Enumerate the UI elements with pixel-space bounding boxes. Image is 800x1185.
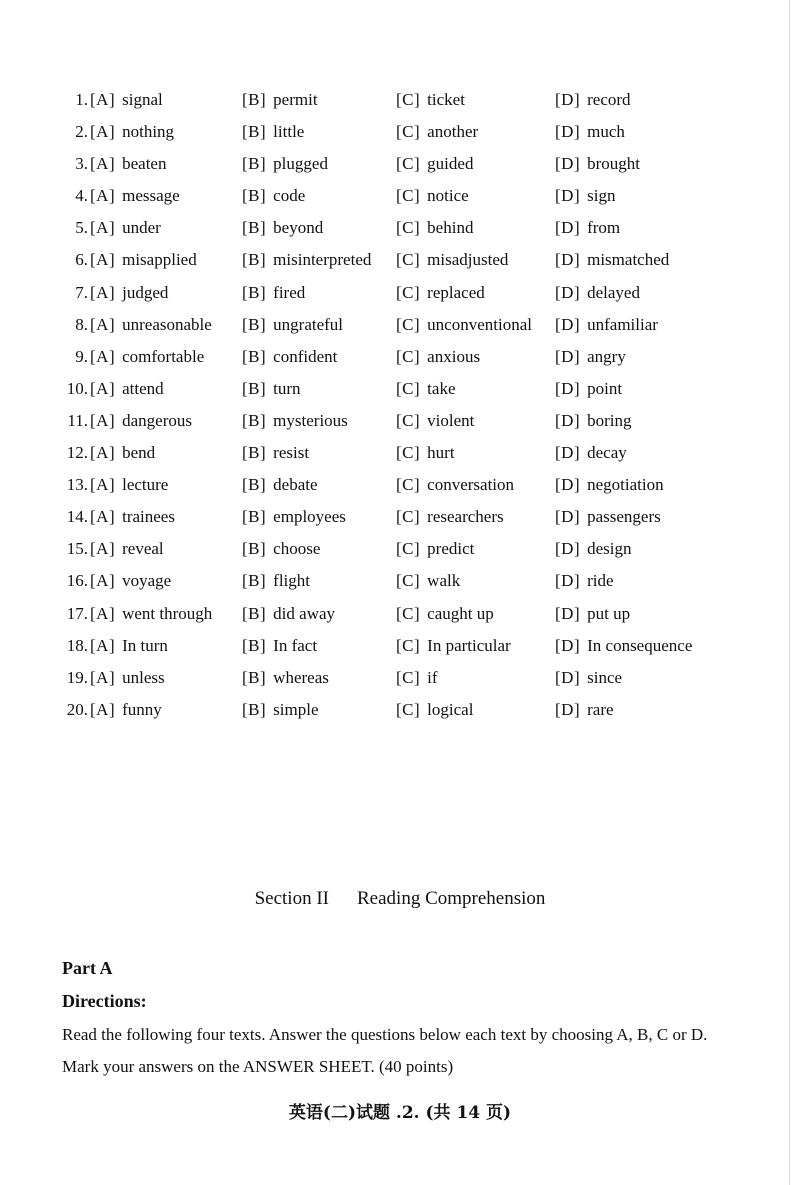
option-c <box>396 373 456 405</box>
option-letter: [C] <box>396 603 421 623</box>
option-letter: [B] <box>242 122 267 142</box>
option-a <box>90 180 180 212</box>
directions-title: Directions: <box>62 991 147 1011</box>
option-text: nothing <box>122 122 175 142</box>
option-c <box>396 116 478 148</box>
option-text: decay <box>587 443 627 463</box>
option-text: misadjusted <box>427 250 509 270</box>
option-text: passengers <box>587 507 661 527</box>
question-row <box>0 341 800 373</box>
option-letter: [A] <box>90 699 116 719</box>
question-row <box>0 309 800 341</box>
option-c <box>396 277 485 309</box>
option-letter: [C] <box>396 186 421 206</box>
option-text: mismatched <box>587 250 670 270</box>
option-b <box>242 662 329 694</box>
option-letter: [A] <box>90 314 116 334</box>
question-number: 10. <box>66 378 88 398</box>
option-c <box>396 405 474 437</box>
question-number: 4. <box>75 186 88 206</box>
option-text: did away <box>273 603 336 623</box>
question-number: 19. <box>66 667 88 687</box>
option-text: ride <box>587 571 614 591</box>
option-text: anxious <box>427 346 481 366</box>
option-text: ungrateful <box>273 314 344 334</box>
question-row <box>0 373 800 405</box>
option-a <box>90 84 163 116</box>
option-letter: [C] <box>396 250 421 270</box>
option-d <box>555 277 640 309</box>
option-text: delayed <box>587 282 640 302</box>
question-row <box>0 565 800 597</box>
option-text: unfamiliar <box>587 314 658 334</box>
option-letter: [B] <box>242 378 267 398</box>
option-text: lecture <box>122 475 169 495</box>
question-number: 5. <box>75 218 88 238</box>
option-text: since <box>587 667 623 687</box>
option-b <box>242 630 317 662</box>
option-letter: [B] <box>242 443 267 463</box>
question-number: 11. <box>67 410 88 430</box>
option-letter: [D] <box>555 250 581 270</box>
option-text: unless <box>122 667 165 687</box>
option-letter: [C] <box>396 635 421 655</box>
option-c <box>396 662 438 694</box>
option-d <box>555 501 661 533</box>
option-a <box>90 148 166 180</box>
option-letter: [D] <box>555 410 581 430</box>
option-text: record <box>587 90 631 109</box>
question-number: 14. <box>66 507 88 527</box>
option-d <box>555 662 622 694</box>
cloze-options-list <box>0 84 800 726</box>
option-b <box>242 244 371 276</box>
option-b <box>242 212 323 244</box>
question-row <box>0 533 800 565</box>
option-text: In turn <box>122 635 168 655</box>
option-letter: [B] <box>242 667 267 687</box>
option-text: went through <box>122 603 213 623</box>
option-c <box>396 469 514 501</box>
option-a <box>90 630 168 662</box>
option-text: conversation <box>427 475 515 495</box>
directions-text: Read the following four texts. Answer the questions below each text by choosing A, B, C or D. Mark your answers on the ANSWER SHEET. (40 points) <box>62 1025 708 1076</box>
option-letter: [B] <box>242 250 267 270</box>
option-b <box>242 309 343 341</box>
option-b <box>242 565 310 597</box>
question-number: 1. <box>75 90 88 109</box>
option-c <box>396 84 465 116</box>
option-text: rare <box>587 699 614 719</box>
option-text: dangerous <box>122 410 192 430</box>
option-text: from <box>587 218 621 238</box>
option-b <box>242 501 346 533</box>
option-letter: [A] <box>90 154 116 174</box>
option-letter: [A] <box>90 507 116 527</box>
option-letter: [B] <box>242 699 267 719</box>
option-b <box>242 598 335 630</box>
option-letter: [D] <box>555 475 581 495</box>
option-b <box>242 469 318 501</box>
option-text: flight <box>273 571 311 591</box>
question-row <box>0 277 800 309</box>
option-a <box>90 341 204 373</box>
option-c <box>396 309 532 341</box>
option-a <box>90 533 164 565</box>
option-letter: [A] <box>90 667 116 687</box>
option-b <box>242 341 337 373</box>
option-letter: [C] <box>396 667 421 687</box>
page-footer: 英语(二)试题 .2. (共 14 页) <box>288 1103 512 1123</box>
option-letter: [B] <box>242 410 267 430</box>
option-letter: [B] <box>242 314 267 334</box>
option-c <box>396 533 474 565</box>
option-text: In particular <box>427 635 511 655</box>
option-text: misapplied <box>122 250 197 270</box>
option-d <box>555 533 632 565</box>
option-text: replaced <box>427 282 485 302</box>
option-text: under <box>122 218 161 238</box>
option-letter: [A] <box>90 218 116 238</box>
option-letter: [A] <box>90 603 116 623</box>
question-number: 13. <box>66 475 88 495</box>
option-text: In consequence <box>587 635 693 655</box>
option-letter: [B] <box>242 282 267 302</box>
option-letter: [D] <box>555 571 581 591</box>
option-letter: [A] <box>90 539 116 559</box>
option-text: message <box>122 186 180 206</box>
question-row <box>0 405 800 437</box>
option-text: logical <box>427 699 474 719</box>
option-letter: [B] <box>242 475 267 495</box>
question-row <box>0 501 800 533</box>
option-letter: [C] <box>396 218 421 238</box>
option-a <box>90 244 197 276</box>
option-letter: [A] <box>90 443 116 463</box>
option-a <box>90 116 174 148</box>
option-c <box>396 694 473 726</box>
option-b <box>242 277 305 309</box>
option-d <box>555 116 625 148</box>
question-number: 16. <box>66 571 88 591</box>
option-letter: [B] <box>242 90 267 109</box>
question-number: 18. <box>66 635 88 655</box>
question-row <box>0 84 800 116</box>
option-c <box>396 148 473 180</box>
option-text: bend <box>122 443 156 463</box>
option-text: take <box>427 378 456 398</box>
option-letter: [C] <box>396 699 421 719</box>
option-c <box>396 565 460 597</box>
option-d <box>555 598 630 630</box>
option-text: hurt <box>427 443 455 463</box>
question-row <box>0 469 800 501</box>
option-letter: [D] <box>555 154 581 174</box>
question-number: 3. <box>75 154 88 174</box>
option-letter: [D] <box>555 667 581 687</box>
option-a <box>90 277 168 309</box>
option-d <box>555 373 622 405</box>
option-letter: [D] <box>555 603 581 623</box>
question-row <box>0 630 800 662</box>
option-c <box>396 437 455 469</box>
option-text: beyond <box>273 218 324 238</box>
option-a <box>90 598 212 630</box>
option-text: resist <box>273 443 310 463</box>
option-c <box>396 598 494 630</box>
option-a <box>90 501 175 533</box>
option-letter: [C] <box>396 443 421 463</box>
option-text: voyage <box>122 571 172 591</box>
option-text: guided <box>427 154 474 174</box>
question-number: 2. <box>75 122 88 142</box>
option-letter: [C] <box>396 90 421 109</box>
option-letter: [D] <box>555 314 581 334</box>
option-letter: [D] <box>555 346 581 366</box>
option-text: brought <box>587 154 640 174</box>
option-text: behind <box>427 218 474 238</box>
option-letter: [C] <box>396 571 421 591</box>
option-a <box>90 662 165 694</box>
option-c <box>396 244 508 276</box>
option-text: whereas <box>273 667 329 687</box>
option-b <box>242 405 348 437</box>
option-letter: [D] <box>555 507 581 527</box>
option-c <box>396 501 504 533</box>
option-c <box>396 341 480 373</box>
question-row <box>0 180 800 212</box>
option-letter: [B] <box>242 186 267 206</box>
option-letter: [B] <box>242 603 267 623</box>
option-letter: [D] <box>555 635 581 655</box>
option-a <box>90 309 212 341</box>
option-text: plugged <box>273 154 328 174</box>
option-text: unreasonable <box>122 314 212 334</box>
option-text: predict <box>427 539 475 559</box>
option-text: walk <box>427 571 461 591</box>
option-letter: [A] <box>90 346 116 366</box>
option-letter: [C] <box>396 346 421 366</box>
question-row <box>0 437 800 469</box>
option-d <box>555 437 627 469</box>
option-letter: [A] <box>90 571 116 591</box>
option-text: employees <box>273 507 346 527</box>
option-d <box>555 565 614 597</box>
option-a <box>90 373 164 405</box>
option-letter: [A] <box>90 410 116 430</box>
option-letter: [D] <box>555 186 581 206</box>
option-letter: [B] <box>242 154 267 174</box>
option-text: much <box>587 122 625 142</box>
option-c <box>396 630 511 662</box>
option-letter: [A] <box>90 378 116 398</box>
option-d <box>555 694 614 726</box>
option-b <box>242 437 309 469</box>
option-a <box>90 469 168 501</box>
option-letter: [B] <box>242 539 267 559</box>
option-letter: [A] <box>90 250 116 270</box>
option-c <box>396 212 473 244</box>
option-letter: [B] <box>242 346 267 366</box>
option-text: violent <box>427 410 475 430</box>
question-number: 9. <box>75 346 88 366</box>
question-row <box>0 662 800 694</box>
option-text: design <box>587 539 632 559</box>
option-text: trainees <box>122 507 175 527</box>
option-text: attend <box>122 378 164 398</box>
option-b <box>242 180 305 212</box>
option-text: little <box>273 122 305 142</box>
option-text: mysterious <box>273 410 348 430</box>
option-letter: [C] <box>396 410 421 430</box>
option-letter: [C] <box>396 507 421 527</box>
option-text: point <box>587 378 623 398</box>
option-letter: [C] <box>396 122 421 142</box>
option-text: caught up <box>427 603 494 623</box>
option-letter: [C] <box>396 314 421 334</box>
question-number: 7. <box>75 282 88 302</box>
option-letter: [C] <box>396 378 421 398</box>
question-number: 20. <box>66 699 88 719</box>
option-b <box>242 116 304 148</box>
option-text: researchers <box>427 507 504 527</box>
option-text: negotiation <box>587 475 664 495</box>
question-number: 8. <box>75 314 88 334</box>
option-d <box>555 405 632 437</box>
option-letter: [D] <box>555 282 581 302</box>
option-text: comfortable <box>122 346 205 366</box>
option-letter: [C] <box>396 539 421 559</box>
option-letter: [D] <box>555 539 581 559</box>
option-letter: [D] <box>555 699 581 719</box>
option-letter: [B] <box>242 507 267 527</box>
option-text: judged <box>122 282 169 302</box>
option-letter: [A] <box>90 282 116 302</box>
option-d <box>555 630 692 662</box>
option-b <box>242 373 301 405</box>
option-text: simple <box>273 699 319 719</box>
question-row <box>0 694 800 726</box>
question-row <box>0 148 800 180</box>
option-text: debate <box>273 475 318 495</box>
option-d <box>555 212 620 244</box>
option-letter: [B] <box>242 635 267 655</box>
option-text: unconventional <box>427 314 532 334</box>
option-c <box>396 180 469 212</box>
option-letter: [C] <box>396 475 421 495</box>
question-row <box>0 212 800 244</box>
option-letter: [A] <box>90 635 116 655</box>
option-text: In fact <box>273 635 318 655</box>
option-d <box>555 180 615 212</box>
question-row <box>0 598 800 630</box>
option-text: code <box>273 186 306 206</box>
option-letter: [D] <box>555 443 581 463</box>
option-a <box>90 565 171 597</box>
question-number: 12. <box>66 443 88 463</box>
option-letter: [A] <box>90 90 116 109</box>
option-text: fired <box>273 282 306 302</box>
option-text: turn <box>273 378 301 398</box>
option-d <box>555 469 664 501</box>
option-text: choose <box>273 539 321 559</box>
option-text: boring <box>587 410 632 430</box>
question-row <box>0 244 800 276</box>
question-row <box>0 116 800 148</box>
option-text: notice <box>427 186 469 206</box>
option-d <box>555 309 658 341</box>
question-number: 6. <box>75 250 88 270</box>
option-letter: [D] <box>555 218 581 238</box>
option-b <box>242 148 328 180</box>
section-heading <box>0 888 800 910</box>
option-b <box>242 533 320 565</box>
option-text: signal <box>122 90 163 109</box>
option-a <box>90 212 161 244</box>
option-text: reveal <box>122 539 164 559</box>
question-number: 15. <box>66 539 88 559</box>
question-number: 17. <box>66 603 88 623</box>
option-d <box>555 244 669 276</box>
option-letter: [B] <box>242 218 267 238</box>
option-text: confident <box>273 346 338 366</box>
option-text: beaten <box>122 154 167 174</box>
part-title: Part A <box>62 958 113 978</box>
option-b <box>242 84 318 116</box>
option-b <box>242 694 319 726</box>
option-text: if <box>427 667 438 687</box>
option-a <box>90 405 192 437</box>
option-text: misinterpreted <box>273 250 372 270</box>
option-text: funny <box>122 699 162 719</box>
option-letter: [D] <box>555 90 581 109</box>
section-label: Section II <box>254 888 329 909</box>
option-text: angry <box>587 346 626 366</box>
option-letter: [D] <box>555 122 581 142</box>
option-letter: [C] <box>396 282 421 302</box>
option-letter: [C] <box>396 154 421 174</box>
option-text: another <box>427 122 479 142</box>
option-text: permit <box>273 90 318 109</box>
option-letter: [D] <box>555 378 581 398</box>
option-letter: [B] <box>242 571 267 591</box>
option-d <box>555 84 631 116</box>
option-a <box>90 694 162 726</box>
option-letter: [A] <box>90 475 116 495</box>
option-d <box>555 341 626 373</box>
option-text: sign <box>587 186 616 206</box>
option-d <box>555 148 640 180</box>
section-title: Reading Comprehension <box>357 888 546 909</box>
option-text: ticket <box>427 90 465 109</box>
option-letter: [A] <box>90 122 116 142</box>
option-a <box>90 437 155 469</box>
option-letter: [A] <box>90 186 116 206</box>
option-text: put up <box>587 603 631 623</box>
